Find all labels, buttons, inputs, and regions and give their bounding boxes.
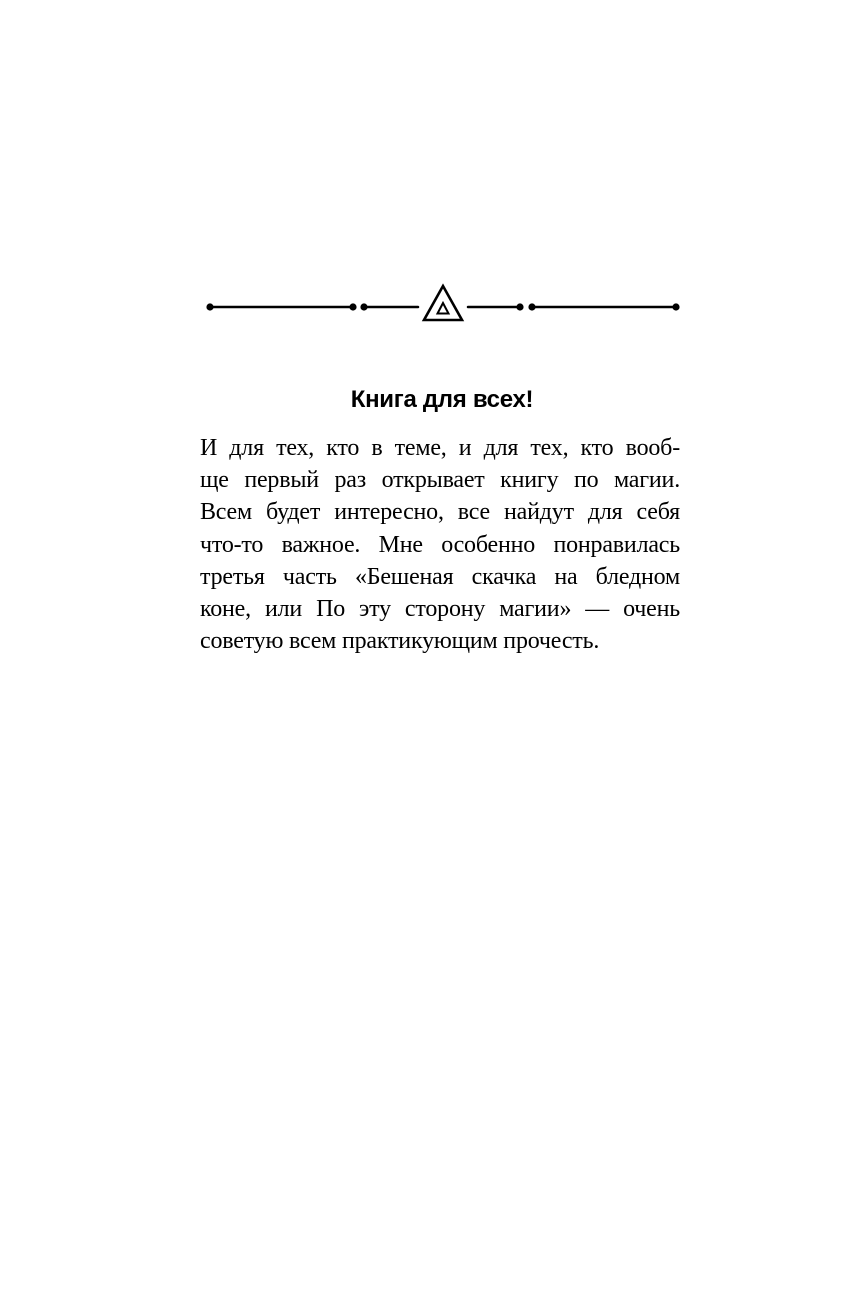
body-paragraph xyxy=(200,432,680,657)
text-line: советую всем практикующим прочесть. xyxy=(200,628,600,655)
text-line: коне, или По эту сторону магии» — очень xyxy=(200,596,680,623)
ornament-divider xyxy=(200,282,684,332)
text-line: что-то важное. Мне особенно понравилась xyxy=(200,531,680,558)
text-line: третья часть «Бешеная скачка на бледном xyxy=(200,563,680,590)
text-line: Всем будет интересно, все найдут для себя xyxy=(200,499,680,526)
divider-dot xyxy=(206,303,213,310)
divider-dot xyxy=(360,303,367,310)
triangle-delta-icon xyxy=(424,286,462,320)
text-line: ще первый раз открывает книгу по магии. xyxy=(200,467,680,494)
divider-dot xyxy=(528,303,535,310)
divider-dot xyxy=(349,303,356,310)
section-heading: Книга для всех! xyxy=(350,386,534,413)
divider-dot xyxy=(516,303,523,310)
divider-dot xyxy=(672,303,679,310)
text-line: И для тех, кто в теме, и для тех, кто вооб- xyxy=(200,435,680,461)
